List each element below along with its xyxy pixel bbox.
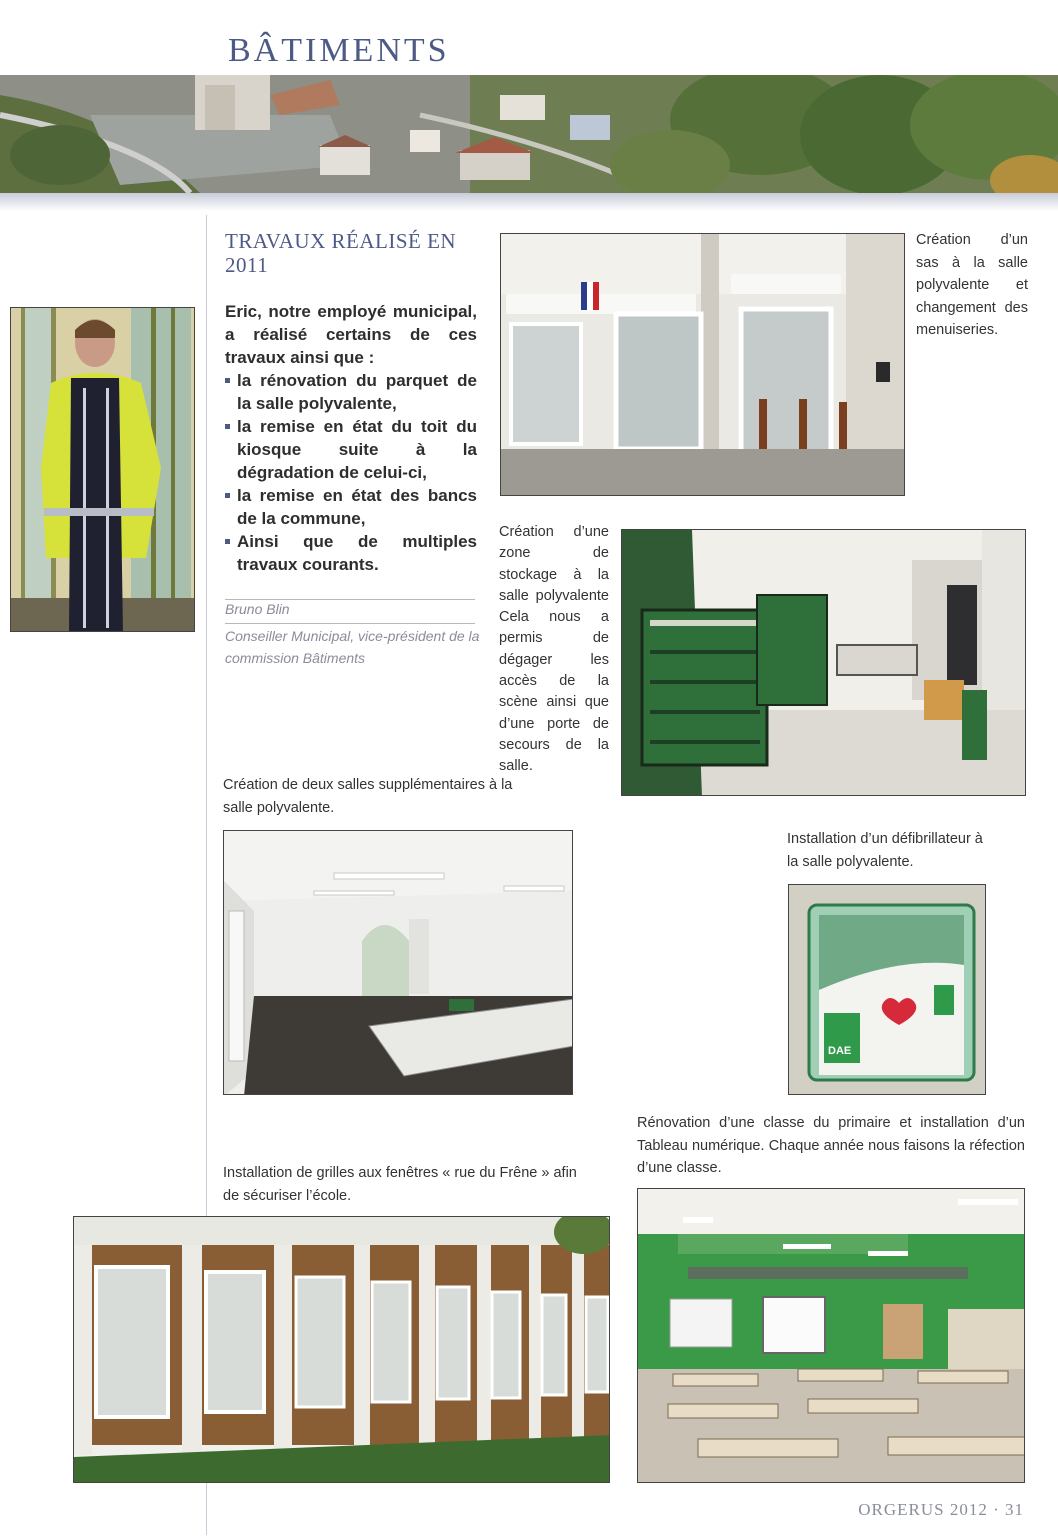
caption-grilles: Installation de grilles aux fenêtres « rue du Frêne » afin de sécuriser l’école. bbox=[223, 1165, 577, 1204]
author-role: Conseiller Municipal, vice-président de la commission Bâtiments bbox=[225, 628, 480, 666]
window-grilles-photo bbox=[73, 1216, 610, 1483]
signature-rule bbox=[225, 599, 475, 600]
sas-entrance-photo bbox=[500, 233, 905, 496]
author-name: Bruno Blin bbox=[225, 601, 290, 617]
bullet-icon bbox=[225, 378, 230, 383]
employee-portrait-photo bbox=[10, 307, 195, 632]
defibrillator-photo bbox=[788, 884, 986, 1095]
caption-salles: Création de deux salles supplémentaires à la salle polyvalente. bbox=[223, 777, 513, 816]
classroom-photo bbox=[637, 1188, 1025, 1483]
article-intro: Eric, notre employé municipal, a réalisé certains de ces travaux ainsi que : bbox=[225, 302, 477, 367]
bullet-icon bbox=[225, 424, 230, 429]
works-list bbox=[225, 369, 477, 576]
aerial-village-banner bbox=[0, 75, 1058, 193]
bullet-icon bbox=[225, 539, 230, 544]
article-title: TRAVAUX RÉALISÉ EN 2011 bbox=[225, 229, 457, 277]
defibrillator-label: DAE bbox=[828, 1045, 852, 1057]
banner-fade bbox=[0, 193, 1058, 211]
storage-area-photo bbox=[621, 529, 1026, 796]
caption-defibrillateur: Installation d’un défibrillateur à la salle polyvalente. bbox=[787, 831, 983, 870]
section-title: BÂTIMENTS bbox=[228, 32, 450, 69]
bullet-icon bbox=[225, 493, 230, 498]
list-item: la remise en état des bancs de la commune, bbox=[225, 484, 477, 530]
caption-sas: Création d’un sas à la salle polyvalente et changement des menuiseries. bbox=[916, 232, 1028, 338]
caption-stockage: Création d’une zone de stockage à la salle polyvalente Cela nous a permis de dégager les accès de la scène ainsi que d’une porte de secours de la salle. bbox=[499, 524, 609, 775]
page-footer: ORGERUS 2012 · 31 bbox=[858, 1500, 1024, 1519]
list-item: la remise en état du toit du kiosque suite à la dégradation de celui-ci, bbox=[225, 415, 477, 484]
list-item: la rénovation du parquet de la salle polyvalente, bbox=[225, 369, 477, 415]
signature-rule bbox=[225, 623, 475, 624]
new-rooms-photo bbox=[223, 830, 573, 1095]
list-item: Ainsi que de multiples travaux courants. bbox=[225, 530, 477, 576]
caption-classe: Rénovation d’une classe du primaire et installation d’un Tableau numérique. Chaque année nous faisons la réfection d’une classe. bbox=[637, 1115, 1025, 1176]
